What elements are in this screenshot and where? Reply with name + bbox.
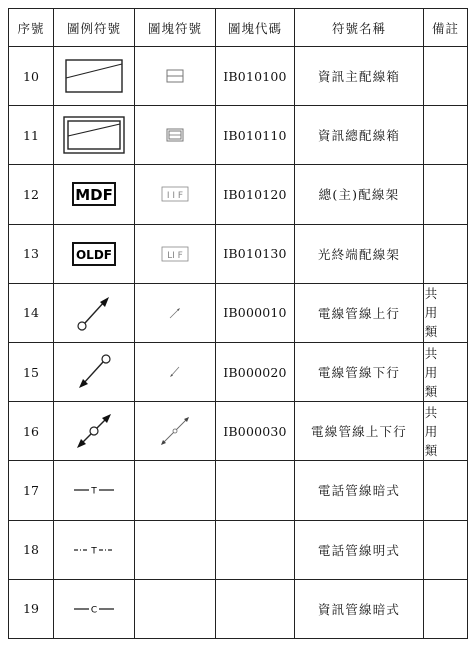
table-row	[9, 402, 468, 461]
block-symbol-cell	[135, 520, 216, 579]
header-block-code: 圖塊代碼	[216, 9, 295, 47]
seq-cell: 17	[9, 461, 54, 520]
header-seq: 序號	[9, 9, 54, 47]
table-row	[9, 283, 468, 342]
phone-conduit-concealed-label: T	[91, 486, 97, 497]
symbol-name-cell: 光終端配線架	[295, 224, 424, 283]
legend-symbol-cell	[54, 165, 135, 224]
symbol-name-cell: 電話管線暗式	[295, 461, 424, 520]
block-code-cell: IB000010	[216, 283, 295, 342]
table-row	[9, 106, 468, 165]
conduit-up-icon	[74, 293, 114, 333]
block-symbol-cell	[135, 579, 216, 638]
table-row	[9, 342, 468, 401]
symbol-name-cell: 資訊主配線箱	[295, 47, 424, 106]
legend-symbol-cell	[54, 47, 135, 106]
header-row	[9, 9, 468, 47]
phone-conduit-exposed-label: T	[91, 546, 97, 557]
legend-symbol-cell	[54, 283, 135, 342]
block-code-cell: IB000020	[216, 342, 295, 401]
header-legend-symbol: 圖例符號	[54, 9, 135, 47]
oldf-icon	[72, 242, 116, 266]
symbol-legend-table	[8, 8, 468, 639]
remarks-text: 共用類	[424, 345, 438, 399]
block-symbol-cell	[135, 283, 216, 342]
symbol-name-cell: 電線管線上行	[295, 283, 424, 342]
block-symbol-cell	[135, 224, 216, 283]
block-symbol-cell	[135, 165, 216, 224]
block-symbol-cell	[135, 461, 216, 520]
block-code-cell	[216, 461, 295, 520]
main-distribution-box-icon	[64, 58, 124, 94]
oldf-label: OLDF	[75, 247, 113, 262]
remarks-cell	[424, 106, 468, 165]
conduit-down-icon	[74, 352, 114, 392]
table-row	[9, 520, 468, 579]
table-row	[9, 47, 468, 106]
remarks-cell	[424, 402, 468, 461]
mdf-label: MDF	[75, 186, 113, 205]
symbol-name-cell: 資訊總配線箱	[295, 106, 424, 165]
remarks-cell	[424, 579, 468, 638]
seq-cell: 13	[9, 224, 54, 283]
legend-symbol-cell	[54, 106, 135, 165]
conduit-up-down-block-icon	[158, 414, 192, 448]
seq-cell: 10	[9, 47, 54, 106]
phone-conduit-concealed-icon	[72, 484, 116, 496]
legend-symbol-cell	[54, 224, 135, 283]
legend-symbol-cell	[54, 461, 135, 520]
block-code-cell: IB010120	[216, 165, 295, 224]
conduit-up-block-icon	[167, 305, 183, 321]
block-code-cell	[216, 579, 295, 638]
remarks-cell	[424, 520, 468, 579]
remarks-text: 共用類	[424, 286, 438, 340]
block-code-cell: IB010110	[216, 106, 295, 165]
mdf-block-icon	[161, 186, 189, 202]
conduit-up-down-icon	[73, 410, 115, 452]
remarks-cell	[424, 461, 468, 520]
remarks-cell	[424, 47, 468, 106]
table-row	[9, 461, 468, 520]
seq-cell: 14	[9, 283, 54, 342]
block-symbol-cell	[135, 342, 216, 401]
block-code-cell	[216, 520, 295, 579]
block-symbol-cell	[135, 402, 216, 461]
block-symbol-cell	[135, 106, 216, 165]
general-distribution-box-block-icon	[166, 128, 184, 142]
remarks-cell	[424, 283, 468, 342]
legend-symbol-cell	[54, 342, 135, 401]
seq-cell: 16	[9, 402, 54, 461]
block-code-cell: IB000030	[216, 402, 295, 461]
legend-symbol-cell	[54, 402, 135, 461]
table-row	[9, 165, 468, 224]
seq-cell: 15	[9, 342, 54, 401]
table-row	[9, 224, 468, 283]
symbol-name-cell: 資訊管線暗式	[295, 579, 424, 638]
remarks-cell	[424, 224, 468, 283]
mdf-block-label: I I F	[166, 191, 184, 202]
main-distribution-box-block-icon	[166, 69, 184, 83]
remarks-cell	[424, 165, 468, 224]
header-symbol-name: 符號名稱	[295, 9, 424, 47]
mdf-icon	[72, 182, 116, 206]
conduit-down-block-icon	[167, 364, 183, 380]
legend-symbol-cell	[54, 579, 135, 638]
data-conduit-concealed-label: C	[90, 605, 98, 616]
seq-cell: 12	[9, 165, 54, 224]
oldf-block-icon	[161, 246, 189, 262]
data-conduit-concealed-icon	[72, 603, 116, 615]
symbol-name-cell: 總(主)配線架	[295, 165, 424, 224]
symbol-name-cell: 電線管線下行	[295, 342, 424, 401]
remarks-cell	[424, 342, 468, 401]
block-symbol-cell	[135, 47, 216, 106]
block-code-cell: IB010130	[216, 224, 295, 283]
header-remarks: 備註	[424, 9, 468, 47]
symbol-name-cell: 電線管線上下行	[295, 402, 424, 461]
legend-symbol-cell	[54, 520, 135, 579]
remarks-text: 共用類	[424, 404, 438, 458]
seq-cell: 18	[9, 520, 54, 579]
seq-cell: 19	[9, 579, 54, 638]
oldf-block-label: LI F	[167, 250, 183, 261]
seq-cell: 11	[9, 106, 54, 165]
header-block-symbol: 圖塊符號	[135, 9, 216, 47]
general-distribution-box-icon	[63, 116, 125, 154]
table-row	[9, 579, 468, 638]
block-code-cell: IB010100	[216, 47, 295, 106]
symbol-name-cell: 電話管線明式	[295, 520, 424, 579]
phone-conduit-exposed-icon	[72, 544, 116, 556]
